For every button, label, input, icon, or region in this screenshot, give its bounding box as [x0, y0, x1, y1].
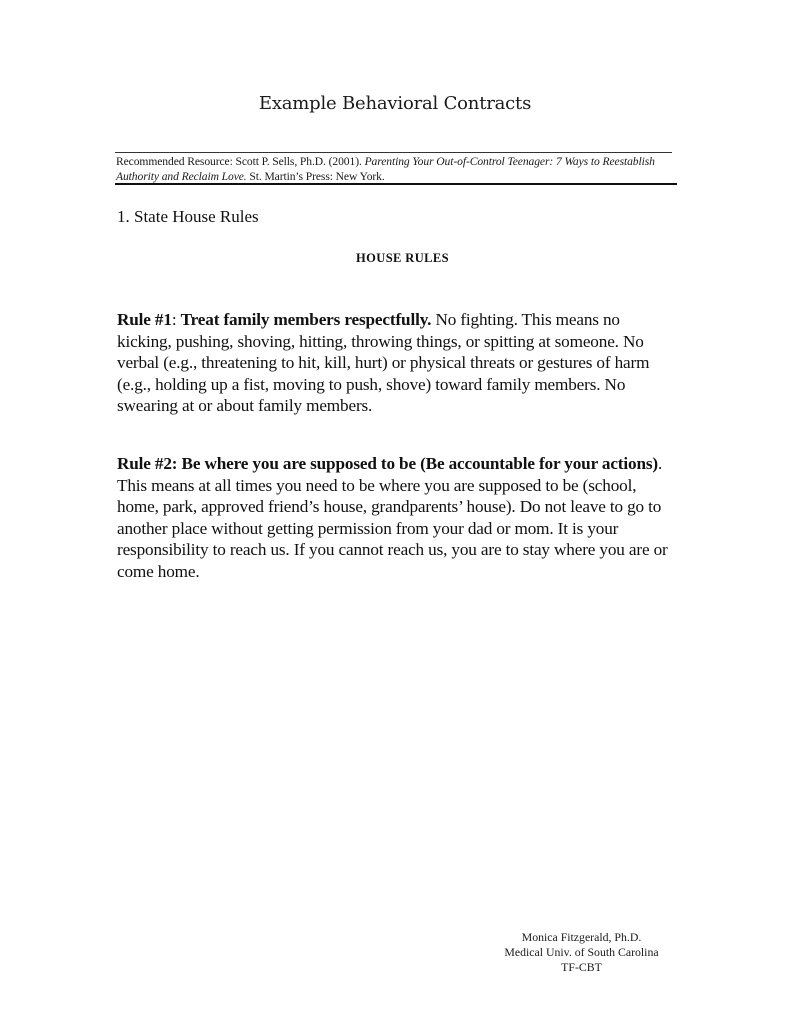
- rule-2-headline: Be where you are supposed to be (Be accountable for your actions): [181, 454, 658, 473]
- resource-prefix: Recommended Resource: Scott P. Sells, Ph.D. (2001).: [116, 155, 365, 168]
- top-divider: [115, 152, 672, 153]
- rule-2-label: Rule #2:: [117, 454, 178, 473]
- recommended-resource: [116, 155, 682, 184]
- signature-program: TF-CBT: [561, 959, 602, 974]
- rule-2: [117, 453, 673, 583]
- rule-1-headline: Treat family members respectfully.: [180, 310, 432, 329]
- signature-block: [490, 930, 673, 974]
- house-rules-heading: HOUSE RULES: [356, 251, 449, 265]
- signature-name: Monica Fitzgerald, Ph.D.: [521, 930, 642, 944]
- signature-institution: Medical Univ. of South Carolina: [504, 944, 659, 959]
- rule-1-label: Rule #1: [117, 310, 172, 329]
- rule-1-body: No fighting. This means no kicking, pushing, shoving, hitting, throwing things, or spitting at someone. No verbal (e.g., threatening to hit, kill, hurt) or physical threats or gestures of harm (e.g., holding up a fist, moving to push, shove) toward family members. No swearing at or about family members.: [117, 310, 650, 416]
- rule-1-separator: :: [171, 310, 181, 329]
- resource-suffix: St. Martin’s Press: New York.: [246, 169, 385, 183]
- resource-book-title: Parenting Your Out-of-Control Teenager: 7 Ways to Reestablish Authority and Reclaim Love.: [116, 155, 655, 183]
- rule-1: [117, 309, 673, 417]
- bottom-divider: [115, 183, 677, 185]
- rule-2-body: . This means at all times you need to be where you are supposed to be (school, home, park, approved friend’s house, grandparents’ house). Do not leave to go to another place without getting permission from your dad or mom. It is your responsibility to reach us. If you cannot reach us, you are to stay where you are or come home.: [117, 454, 668, 581]
- document-title: Example Behavioral Contracts: [258, 93, 532, 114]
- section-heading: 1. State House Rules: [117, 207, 259, 226]
